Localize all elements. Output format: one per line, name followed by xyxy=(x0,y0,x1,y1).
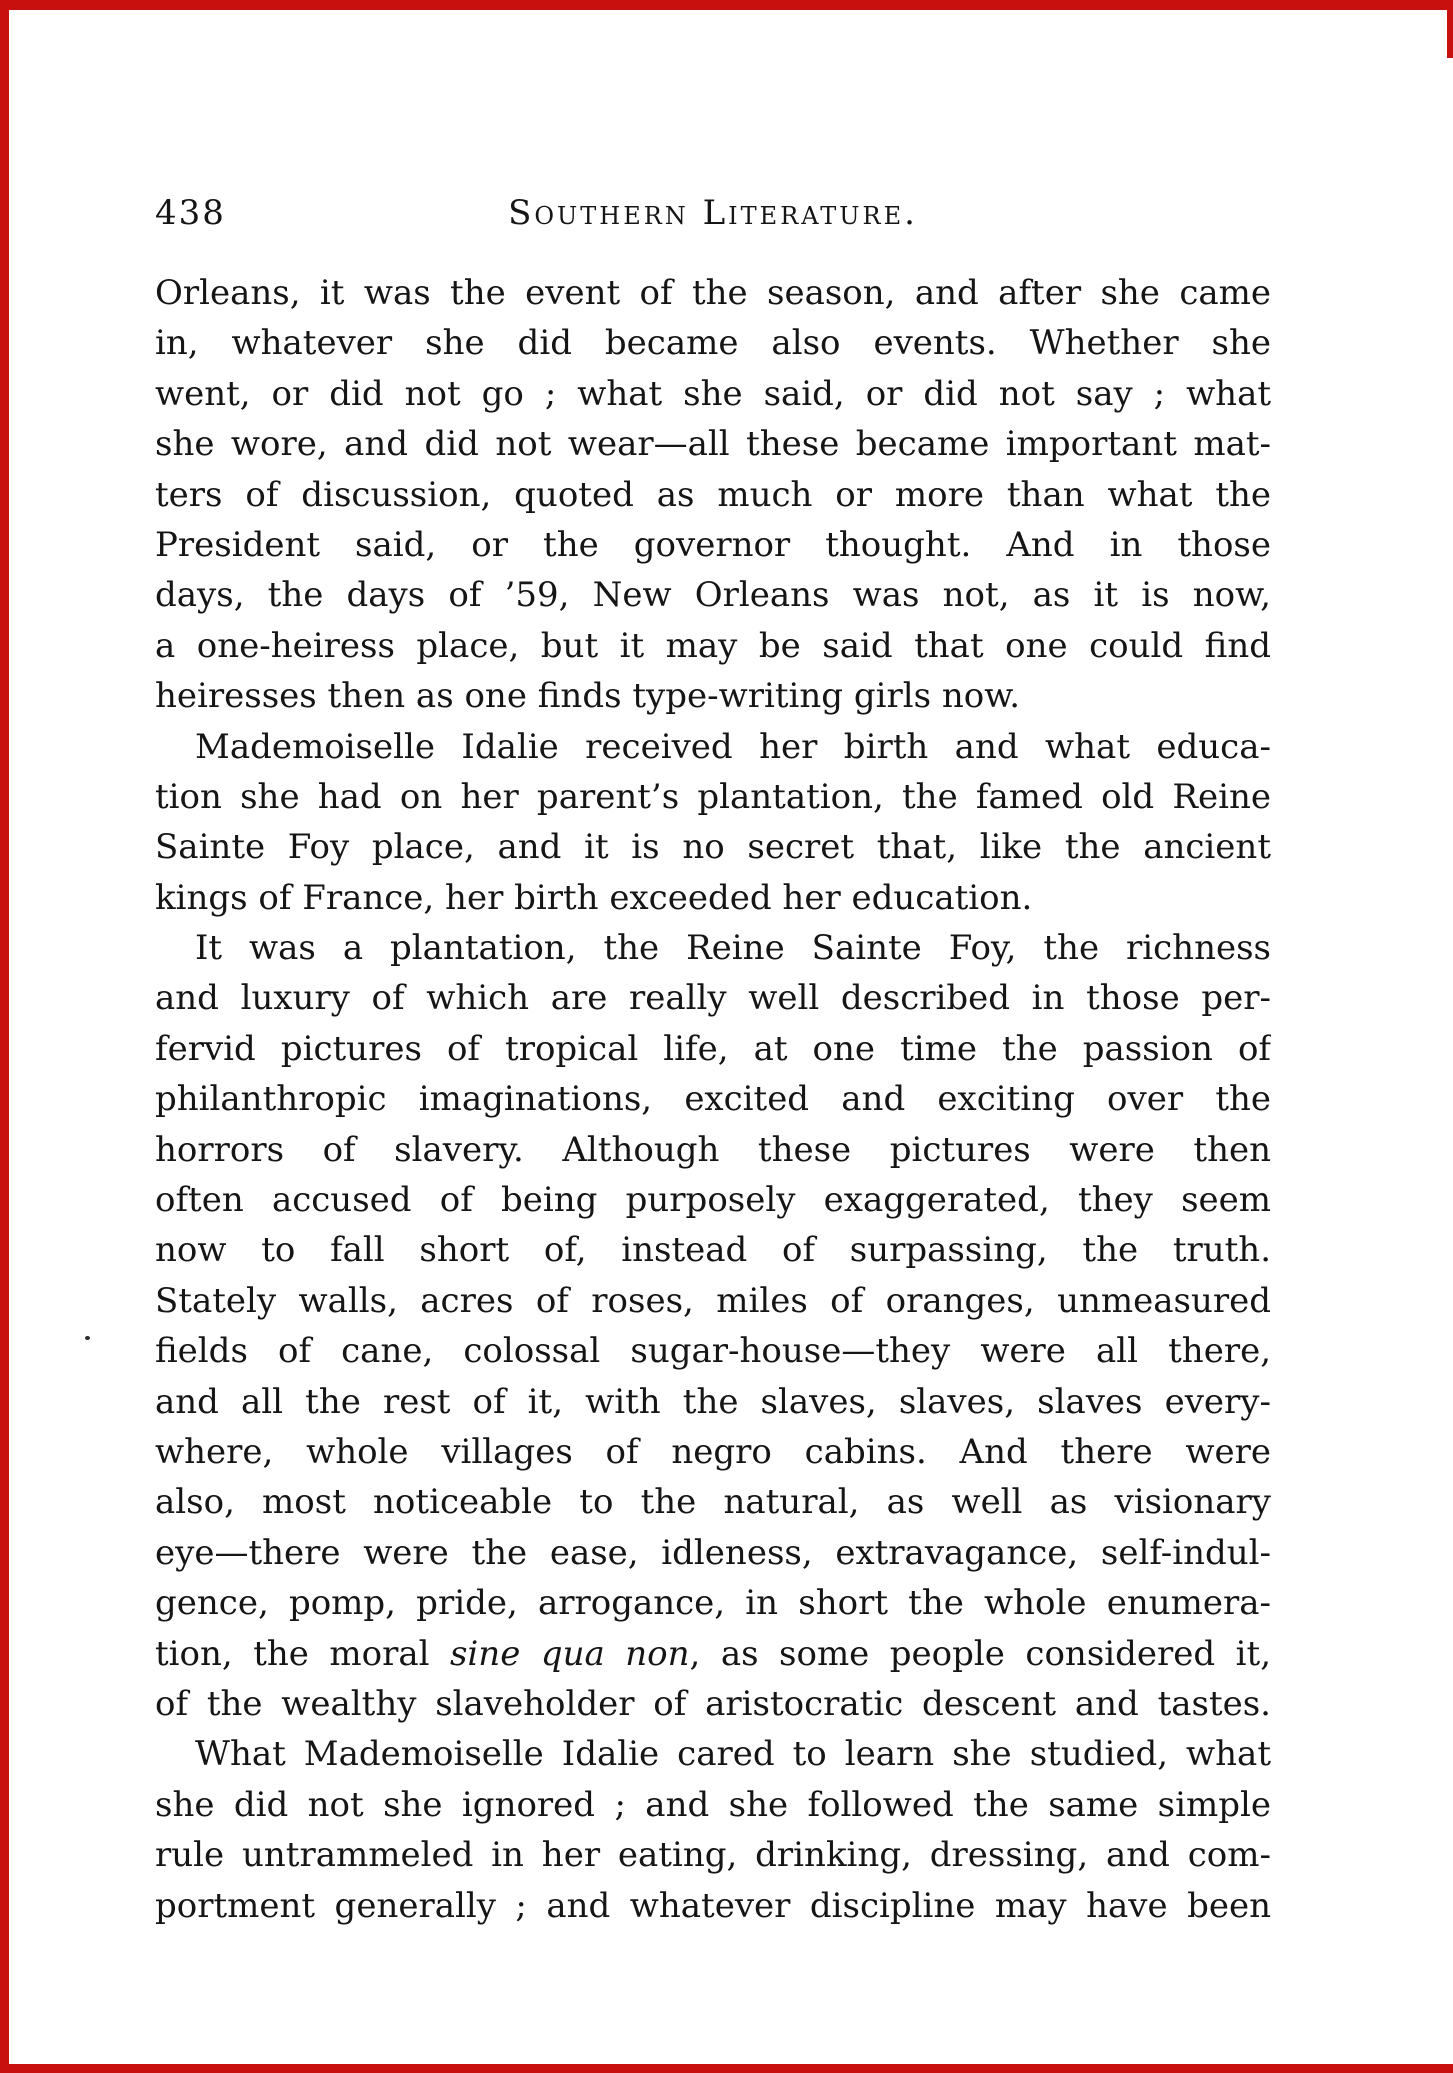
text-line: Mademoiselle Idalie received her birth and what educa- xyxy=(195,726,1271,767)
page-header xyxy=(155,193,1271,237)
ink-speck xyxy=(85,1336,90,1340)
scan-edge-bottom xyxy=(0,2064,1453,2073)
text-line: now to fall short of, instead of surpassing, the truth. xyxy=(155,1230,1271,1271)
text-line: and luxury of which are really well described in those per- xyxy=(155,978,1271,1019)
text-line: tion she had on her parent’s plantation, the famed old Reine xyxy=(155,776,1271,817)
text-line: often accused of being purposely exaggerated, they seem xyxy=(155,1180,1271,1221)
text-line: went, or did not go ; what she said, or did not say ; what xyxy=(155,373,1271,414)
scan-edge-left xyxy=(0,0,9,2073)
text-line: ters of discussion, quoted as much or more than what the xyxy=(155,474,1271,515)
italic-phrase: sine qua non xyxy=(449,1633,690,1674)
text-line: days, the days of ’59, New Orleans was not, as it is now, xyxy=(155,575,1271,616)
scan-edge-top xyxy=(0,0,1453,10)
text-segment: tion, the moral xyxy=(155,1633,450,1674)
text-line: of the wealthy slaveholder of aristocratic descent and tastes. xyxy=(155,1683,1271,1724)
text-line: Orleans, it was the event of the season, and after she came xyxy=(155,273,1271,313)
text-line: eye—there were the ease, idleness, extravagance, self-indul- xyxy=(155,1532,1271,1573)
text-line: also, most noticeable to the natural, as well as visionary xyxy=(155,1482,1271,1523)
text-line: fields of cane, colossal sugar-house—they were all there, xyxy=(155,1331,1271,1372)
text-line: Sainte Foy place, and it is no secret that, like the ancient xyxy=(155,827,1271,868)
page-number: 438 xyxy=(155,193,226,233)
text-line: and all the rest of it, with the slaves, slaves, slaves every- xyxy=(155,1381,1271,1422)
running-title: Southern Literature. xyxy=(508,193,918,233)
text-line: kings of France, her birth exceeded her education. xyxy=(155,877,1033,918)
text-line: where, whole villages of negro cabins. And there were xyxy=(155,1431,1271,1472)
text-line: she did not she ignored ; and she followed the same simple xyxy=(155,1784,1271,1825)
text-line: What Mademoiselle Idalie cared to learn she studied, what xyxy=(195,1734,1271,1775)
text-line: she wore, and did not wear—all these became important mat- xyxy=(155,424,1271,465)
text-line: heiresses then as one finds type-writing girls now. xyxy=(155,676,1021,717)
text-line: horrors of slavery. Although these pictures were then xyxy=(155,1129,1271,1170)
text-line: a one-heiress place, but it may be said that one could find xyxy=(155,625,1271,666)
scan-edge-right xyxy=(1447,0,1453,58)
text-line: gence, pomp, pride, arrogance, in short the whole enumera- xyxy=(155,1583,1271,1624)
text-line: fervid pictures of tropical life, at one time the passion of xyxy=(155,1028,1271,1069)
text-line: rule untrammeled in her eating, drinking, dressing, and com- xyxy=(155,1835,1271,1876)
text-line: philanthropic imaginations, excited and exciting over the xyxy=(155,1079,1271,1120)
text-line: in, whatever she did became also events. Whether she xyxy=(155,323,1271,364)
text-line: President said, or the governor thought. And in those xyxy=(155,524,1271,565)
text-line: It was a plantation, the Reine Sainte Foy, the richness xyxy=(195,928,1271,969)
body-text xyxy=(155,268,1271,1931)
text-line: portment generally ; and whatever discipline may have been xyxy=(155,1885,1271,1926)
text-segment: , as some people considered it, xyxy=(689,1633,1271,1674)
text-line xyxy=(155,1629,1271,1679)
text-line: Stately walls, acres of roses, miles of oranges, unmeasured xyxy=(155,1280,1271,1321)
